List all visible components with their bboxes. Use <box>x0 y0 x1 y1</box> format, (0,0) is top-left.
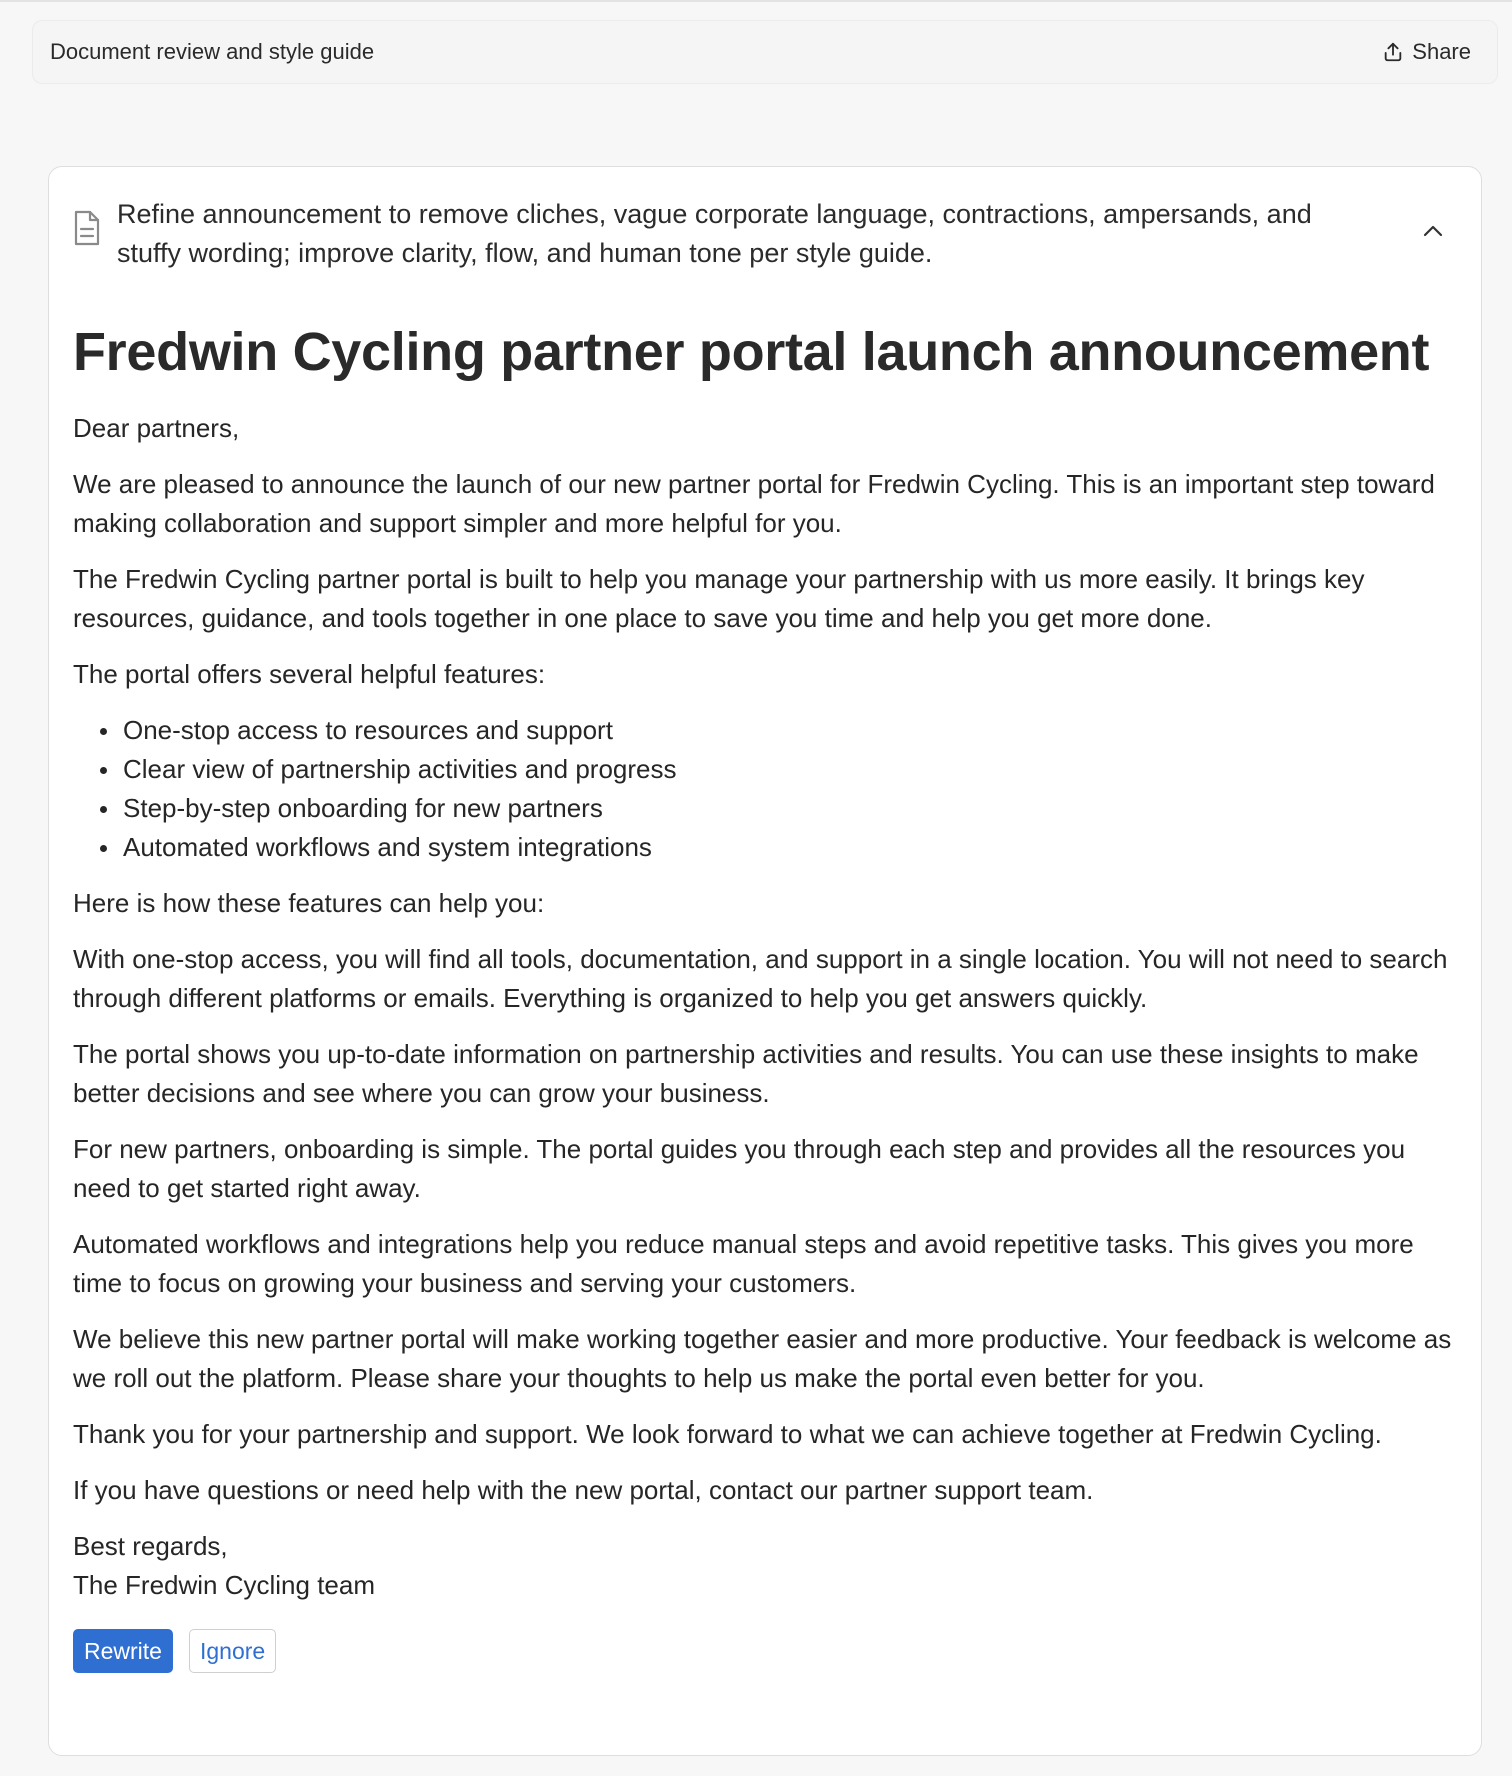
list-item: Step-by-step onboarding for new partners <box>73 789 1457 828</box>
paragraph: If you have questions or need help with the new portal, contact our partner support team. <box>73 1475 1094 1505</box>
list-item: One-stop access to resources and support <box>73 711 1457 750</box>
paragraph: Thank you for your partnership and support. We look forward to what we can achieve together at Fredwin Cycling. <box>73 1419 1382 1449</box>
share-label: Share <box>1412 39 1471 64</box>
share-icon <box>1382 41 1404 63</box>
document-icon <box>73 209 101 247</box>
signoff: Best regards, <box>73 1531 228 1561</box>
summary-text: Refine announcement to remove cliches, vague corporate language, contractions, ampersands, and stuffy wording; improve clarity, flow, and human tone per style guide. <box>117 199 1312 268</box>
paragraph: Here is how these features can help you: <box>73 888 545 918</box>
share-button[interactable] <box>1382 39 1471 65</box>
list-item: Clear view of partnership activities and progress <box>73 750 1457 789</box>
page-title: Document review and style guide <box>50 39 375 64</box>
document-title: Fredwin Cycling partner portal launch announcement <box>73 322 1430 382</box>
list-item: Automated workflows and system integrations <box>73 828 1457 867</box>
paragraph: With one-stop access, you will find all tools, documentation, and support in a single location. You will not need to search through different platforms or emails. Everything is organized to help you get answers quickly. <box>73 944 1448 1013</box>
paragraph: The portal shows you up-to-date information on partnership activities and results. You can use these insights to make better decisions and see where you can grow your business. <box>73 1039 1419 1108</box>
ignore-button[interactable]: Ignore <box>189 1629 276 1673</box>
greeting: Dear partners, <box>73 413 240 443</box>
document-body <box>73 409 1457 1605</box>
chevron-up-icon[interactable] <box>1419 217 1447 245</box>
paragraph: We believe this new partner portal will make working together easier and more productive. Your feedback is welcome as we roll out the platform. Please share your thoughts to help us make the portal even better for you. <box>73 1324 1452 1393</box>
suggestion-summary <box>73 167 1457 273</box>
paragraph: The Fredwin Cycling partner portal is built to help you manage your partnership with us more easily. It brings key resources, guidance, and tools together in one place to save you time and help you get more done. <box>73 564 1365 633</box>
top-bar <box>32 20 1498 84</box>
rewrite-button[interactable]: Rewrite <box>73 1629 173 1673</box>
paragraph: The portal offers several helpful features: <box>73 659 546 689</box>
signature: The Fredwin Cycling team <box>73 1570 375 1600</box>
closing <box>73 1527 1457 1605</box>
feature-list <box>73 711 1457 867</box>
paragraph: We are pleased to announce the launch of our new partner portal for Fredwin Cycling. This is an important step toward making collaboration and support simpler and more helpful for you. <box>73 469 1435 538</box>
paragraph: For new partners, onboarding is simple. The portal guides you through each step and provides all the resources you need to get started right away. <box>73 1134 1406 1203</box>
suggestion-card <box>48 166 1482 1756</box>
suggestion-actions <box>73 1629 1457 1673</box>
paragraph: Automated workflows and integrations help you reduce manual steps and avoid repetitive tasks. This gives you more time to focus on growing your business and serving your customers. <box>73 1229 1414 1298</box>
